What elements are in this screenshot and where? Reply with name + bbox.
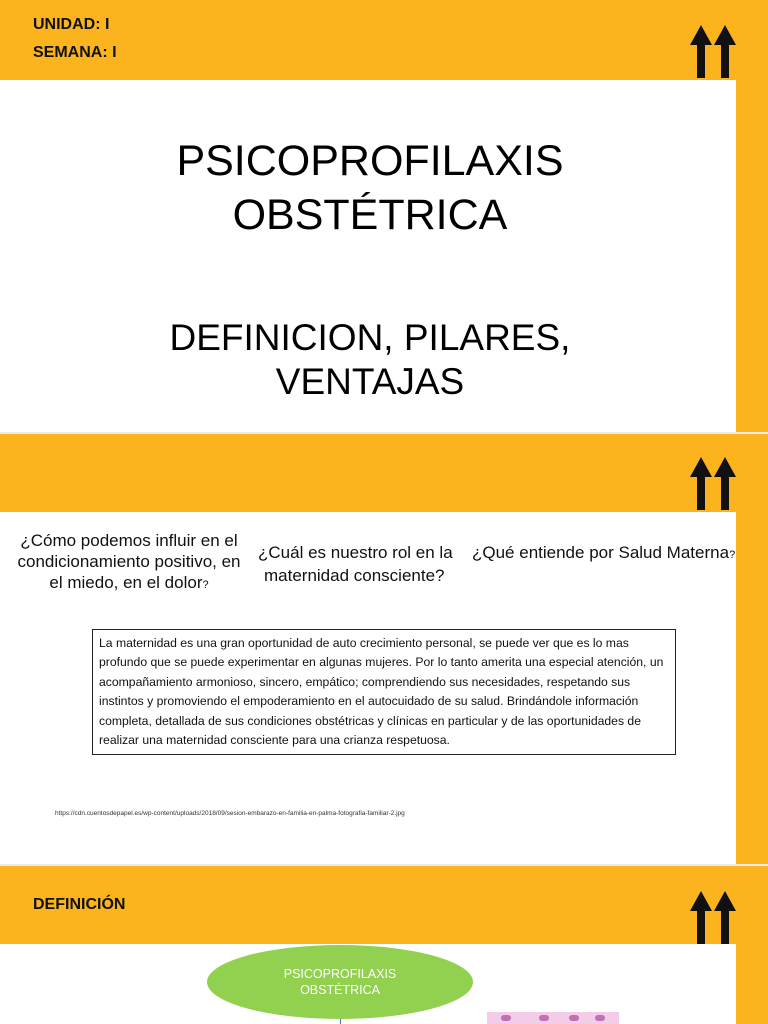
double-arrow-up-logo-icon — [688, 20, 738, 80]
slide-2 — [0, 434, 768, 864]
definicion-label: DEFINICIÓN — [33, 896, 126, 913]
subtitle-line2: VENTAJAS — [275, 361, 465, 402]
semana-label: SEMANA: I — [33, 44, 117, 61]
double-arrow-up-logo-icon — [688, 452, 738, 512]
ellipse-line1: PSICOPROFILAXIS — [283, 967, 397, 981]
question-salud-materna: ¿Qué entiende por Salud Materna? — [472, 543, 736, 562]
top-bar — [0, 0, 768, 80]
subtitle-line1: DEFINICION, PILARES, — [169, 317, 571, 358]
top-bar — [0, 434, 768, 512]
question-rol-line2: maternidad consciente? — [264, 566, 445, 585]
maternidad-paragraph: La maternidad es una gran oportunidad de auto crecimiento personal, se puede ver que es lo mas profundo que se puede experimentar en algunas mujeres. Por lo tanto amerita una especial atención, un acompañamiento armonioso, sincero, empático; comprendiendo sus necesidades, respetando sus instintos y promoviendo el empoderamiento en el autocuidado de su salud. Brindándole información completa, detallada de sus condiciones obstétricas y clínicas en particular y de las oportunidades de realizar una maternidad consciente para una crianza respetuosa. — [92, 629, 676, 755]
main-title-line2: OBSTÉTRICA — [232, 191, 508, 239]
connector-arrow — [340, 1019, 341, 1024]
side-bar — [736, 866, 768, 1024]
unidad-label: UNIDAD: I — [33, 16, 110, 33]
question-condicionamiento: ¿Cómo podemos influir en el condicionamiento positivo, en el miedo, en el dolor? — [17, 531, 241, 592]
slide-1 — [0, 0, 768, 432]
ellipse-line2: OBSTÉTRICA — [300, 983, 380, 997]
side-bar — [736, 434, 768, 864]
decorative-image — [487, 1012, 619, 1024]
psicoprofilaxis-ellipse — [207, 945, 473, 1019]
image-source-url: https://cdn.cuentosdepapel.es/wp-content/uploads/2018/09/sesion-embarazo-en-familia-en-palma-fotografia-familiar-2.jpg — [55, 810, 405, 817]
double-arrow-up-logo-icon — [688, 886, 738, 946]
question-rol-line1: ¿Cuál es nuestro rol en la — [258, 543, 453, 562]
side-bar — [736, 0, 768, 432]
slide-3 — [0, 866, 768, 1024]
main-title-line1: PSICOPROFILAXIS — [176, 137, 564, 185]
